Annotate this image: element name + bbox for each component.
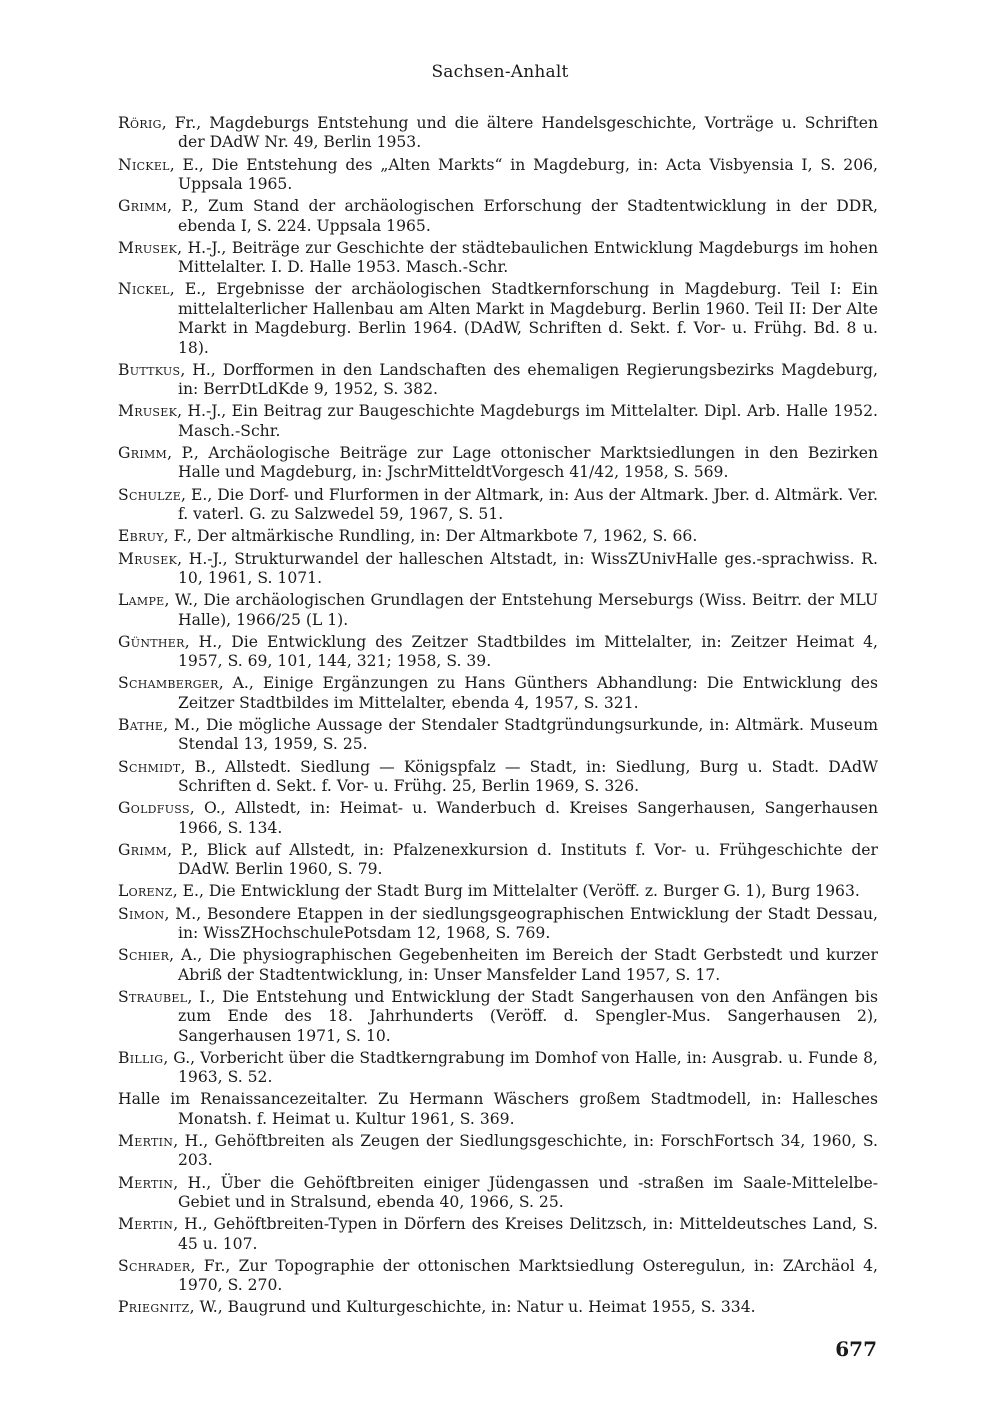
bibliography-entry [118, 946, 878, 985]
entry-text: , P., Archäologische Beiträge zur Lage ottonischer Marktsiedlungen in den Bezirken Halle und Magdeburg, in: JschrMitteldtVorgesch 41/42, 1958, S. 569. [167, 444, 878, 482]
bibliography-entry [118, 527, 878, 546]
entry-author: Simon [118, 904, 165, 923]
bibliography-entry [118, 591, 878, 630]
bibliography-entry [118, 402, 878, 441]
bibliography-entry [118, 905, 878, 944]
entry-text: , O., Allstedt, in: Heimat- u. Wanderbuch d. Kreises Sangerhausen, Sangerhausen 1966, S. 134. [178, 799, 878, 837]
entry-author: Grimm [118, 840, 168, 859]
entry-author: Schamberger [118, 674, 219, 693]
page-number: 677 [835, 1337, 877, 1361]
bibliography-entry [118, 1090, 878, 1129]
bibliography-entry [118, 841, 878, 880]
bibliography-entry [118, 758, 878, 797]
entry-text: , W., Die archäologischen Grundlagen der Entstehung Merseburgs (Wiss. Beitrr. der MLU Halle), 1966/25 (L 1). [164, 591, 878, 629]
entry-author: Billig [118, 1048, 164, 1067]
entry-text: , H., Dorfformen in den Landschaften des ehemaligen Regierungsbezirks Magdeburg, in: BerrDtLdKde 9, 1952, S. 382. [178, 360, 878, 399]
bibliography-entry [118, 882, 878, 901]
bibliography-entry [118, 1298, 878, 1317]
bibliography-entry [118, 1215, 878, 1254]
entry-author: Bathe [118, 715, 164, 734]
bibliography-entry [118, 280, 878, 358]
entry-text: , E., Ergebnisse der archäologischen Stadtkernforschung in Magdeburg. Teil I: Ein mittelalterlicher Hallenbau am Alten Markt in Magdeburg. Berlin 1960. Teil II: Der Alte Markt in Magdeburg. Berlin 1964. (DAdW, Schriften d. Sekt. f. Vor- u. Frühg. Bd. 8 u. 18). [169, 280, 878, 357]
entry-author: Mertin [118, 1173, 174, 1192]
bibliography-entry [118, 114, 878, 153]
bibliography-entry [118, 239, 878, 278]
bibliography-entry [118, 674, 878, 713]
entry-text: , H.-J., Strukturwandel der halleschen Altstadt, in: WissZUnivHalle ges.-sprachwiss. R. 10, 1961, S. 1071. [177, 549, 878, 587]
entry-author: Grimm [118, 197, 168, 216]
entry-author: Mrusek [118, 402, 178, 421]
entry-text: , Fr., Magdeburgs Entstehung und die ältere Handelsgeschichte, Vorträge u. Schriften der DAdW Nr. 49, Berlin 1953. [161, 114, 878, 152]
entry-text: , H., Über die Gehöftbreiten einiger Jüdengassen und -straßen im Saale-Mittelelbe-Gebiet und in Stralsund, ebenda 40, 1966, S. 25. [173, 1173, 878, 1212]
entry-author: Nickel [118, 155, 170, 174]
bibliography-entry [118, 361, 878, 400]
entry-author: Ebruy [118, 527, 164, 546]
entry-author: Priegnitz [118, 1298, 190, 1317]
bibliography-entry [118, 1174, 878, 1213]
entry-author: Grimm [118, 444, 168, 463]
entry-author: Lampe [118, 591, 165, 610]
entry-text: , E., Die Entstehung des „Alten Markts“ in Magdeburg, in: Acta Visbyensia I, S. 206, Uppsala 1965. [169, 155, 878, 194]
bibliography-entry [118, 716, 878, 755]
entry-text: , H., Gehöftbreiten-Typen in Dörfern des Kreises Delitzsch, in: Mitteldeutsches Land, S. 45 u. 107. [173, 1215, 878, 1253]
entry-text: , P., Blick auf Allstedt, in: Pfalzenexkursion d. Instituts f. Vor- u. Frühgeschichte der DAdW. Berlin 1960, S. 79. [167, 840, 878, 879]
entry-author: Goldfuss [118, 799, 190, 818]
bibliography-entry [118, 550, 878, 589]
bibliography-list [118, 114, 878, 1321]
entry-text: , H., Gehöftbreiten als Zeugen der Siedlungsgeschichte, in: ForschFortsch 34, 1960, S. 203. [173, 1132, 878, 1170]
entry-text: , H., Die Entwicklung des Zeitzer Stadtbildes im Mittelalter, in: Zeitzer Heimat 4, 1957, S. 69, 101, 144, 321; 1958, S. 39. [178, 632, 878, 671]
entry-author: Schulze [118, 485, 182, 504]
entry-text: , M., Die mögliche Aussage der Stendaler Stadtgründungsurkunde, in: Altmärk. Museum Stendal 13, 1959, S. 25. [163, 715, 878, 754]
entry-author: Mrusek [118, 549, 178, 568]
entry-text: , F., Der altmärkische Rundling, in: Der Altmarkbote 7, 1962, S. 66. [163, 527, 698, 546]
running-header: Sachsen-Anhalt [431, 62, 569, 82]
entry-author: Nickel [118, 280, 170, 299]
bibliography-entry [118, 486, 878, 525]
entry-author: Mertin [118, 1132, 174, 1151]
entry-author: Straubel [118, 987, 188, 1006]
entry-text: , P., Zum Stand der archäologischen Erforschung der Stadtentwicklung in der DDR, ebenda I, S. 224. Uppsala 1965. [167, 197, 878, 235]
entry-text: , H.-J., Beiträge zur Geschichte der städtebaulichen Entwicklung Magdeburgs im hohen Mittelalter. I. D. Halle 1953. Masch.-Schr. [177, 238, 878, 277]
entry-text: , H.-J., Ein Beitrag zur Baugeschichte Magdeburgs im Mittelalter. Dipl. Arb. Halle 1952. Masch.-Schr. [177, 402, 878, 440]
entry-text: , B., Allstedt. Siedlung — Königspfalz — Stadt, in: Siedlung, Burg u. Stadt. DAdW Schriften d. Sekt. f. Vor- u. Frühg. 25, Berlin 1969, S. 326. [178, 757, 878, 795]
bibliography-entry [118, 197, 878, 236]
entry-text: , I., Die Entstehung und Entwicklung der Stadt Sangerhausen von den Anfängen bis zum Ende des 18. Jahrhunderts (Veröff. d. Spengler-Mus. Sangerhausen 2), Sangerhausen 1971, S. 10. [178, 987, 878, 1045]
entry-author: Mertin [118, 1215, 174, 1234]
entry-text: , A., Die physiographischen Gegebenheiten im Bereich der Stadt Gerbstedt und kurzer Abriß der Stadtentwicklung, in: Unser Mansfelder Land 1957, S. 17. [169, 946, 878, 984]
bibliography-entry [118, 799, 878, 838]
bibliography-entry [118, 1132, 878, 1171]
entry-author: Schier [118, 946, 170, 965]
entry-text: , A., Einige Ergänzungen zu Hans Günthers Abhandlung: Die Entwicklung des Zeitzer Stadtbildes im Mittelalter, ebenda 4, 1957, S. 321. [178, 674, 878, 712]
bibliography-entry [118, 633, 878, 672]
entry-author: Schrader [118, 1256, 191, 1275]
entry-text: , G., Vorbericht über die Stadtkerngrabung im Domhof von Halle, in: Ausgrab. u. Funde 8, 1963, S. 52. [163, 1048, 878, 1087]
bibliography-entry [118, 156, 878, 195]
bibliography-entry [118, 444, 878, 483]
bibliography-entry [118, 988, 878, 1046]
entry-author: Buttkus [118, 360, 181, 379]
bibliography-entry [118, 1257, 878, 1296]
entry-text: , Fr., Zur Topographie der ottonischen Marktsiedlung Osteregulun, in: ZArchäol 4, 1970, S. 270. [178, 1256, 878, 1295]
entry-text: , M., Besondere Etappen in der siedlungsgeographischen Entwicklung der Stadt Dessau, in: WissZHochschulePotsdam 12, 1968, S. 769. [164, 904, 878, 942]
entry-text: , E., Die Dorf- und Flurformen in der Altmark, in: Aus der Altmark. Jber. d. Altmärk. Ver. f. vaterl. G. zu Salzwedel 59, 1967, S. 51. [178, 485, 878, 524]
entry-text: , E., Die Entwicklung der Stadt Burg im Mittelalter (Veröff. z. Burger G. 1), Burg 1963. [172, 882, 860, 901]
entry-author: Lorenz [118, 882, 173, 901]
entry-author: Günther [118, 632, 185, 651]
bibliography-entry [118, 1049, 878, 1088]
entry-author: Rörig [118, 114, 162, 132]
entry-author: Schmidt [118, 757, 181, 776]
entry-text: , W., Baugrund und Kulturgeschichte, in: Natur u. Heimat 1955, S. 334. [189, 1298, 756, 1317]
entry-author: Mrusek [118, 238, 178, 257]
entry-text: Halle im Renaissancezeitalter. Zu Hermann Wäschers großem Stadtmodell, in: Hallesches Monatsh. f. Heimat u. Kultur 1961, S. 369. [118, 1090, 878, 1128]
